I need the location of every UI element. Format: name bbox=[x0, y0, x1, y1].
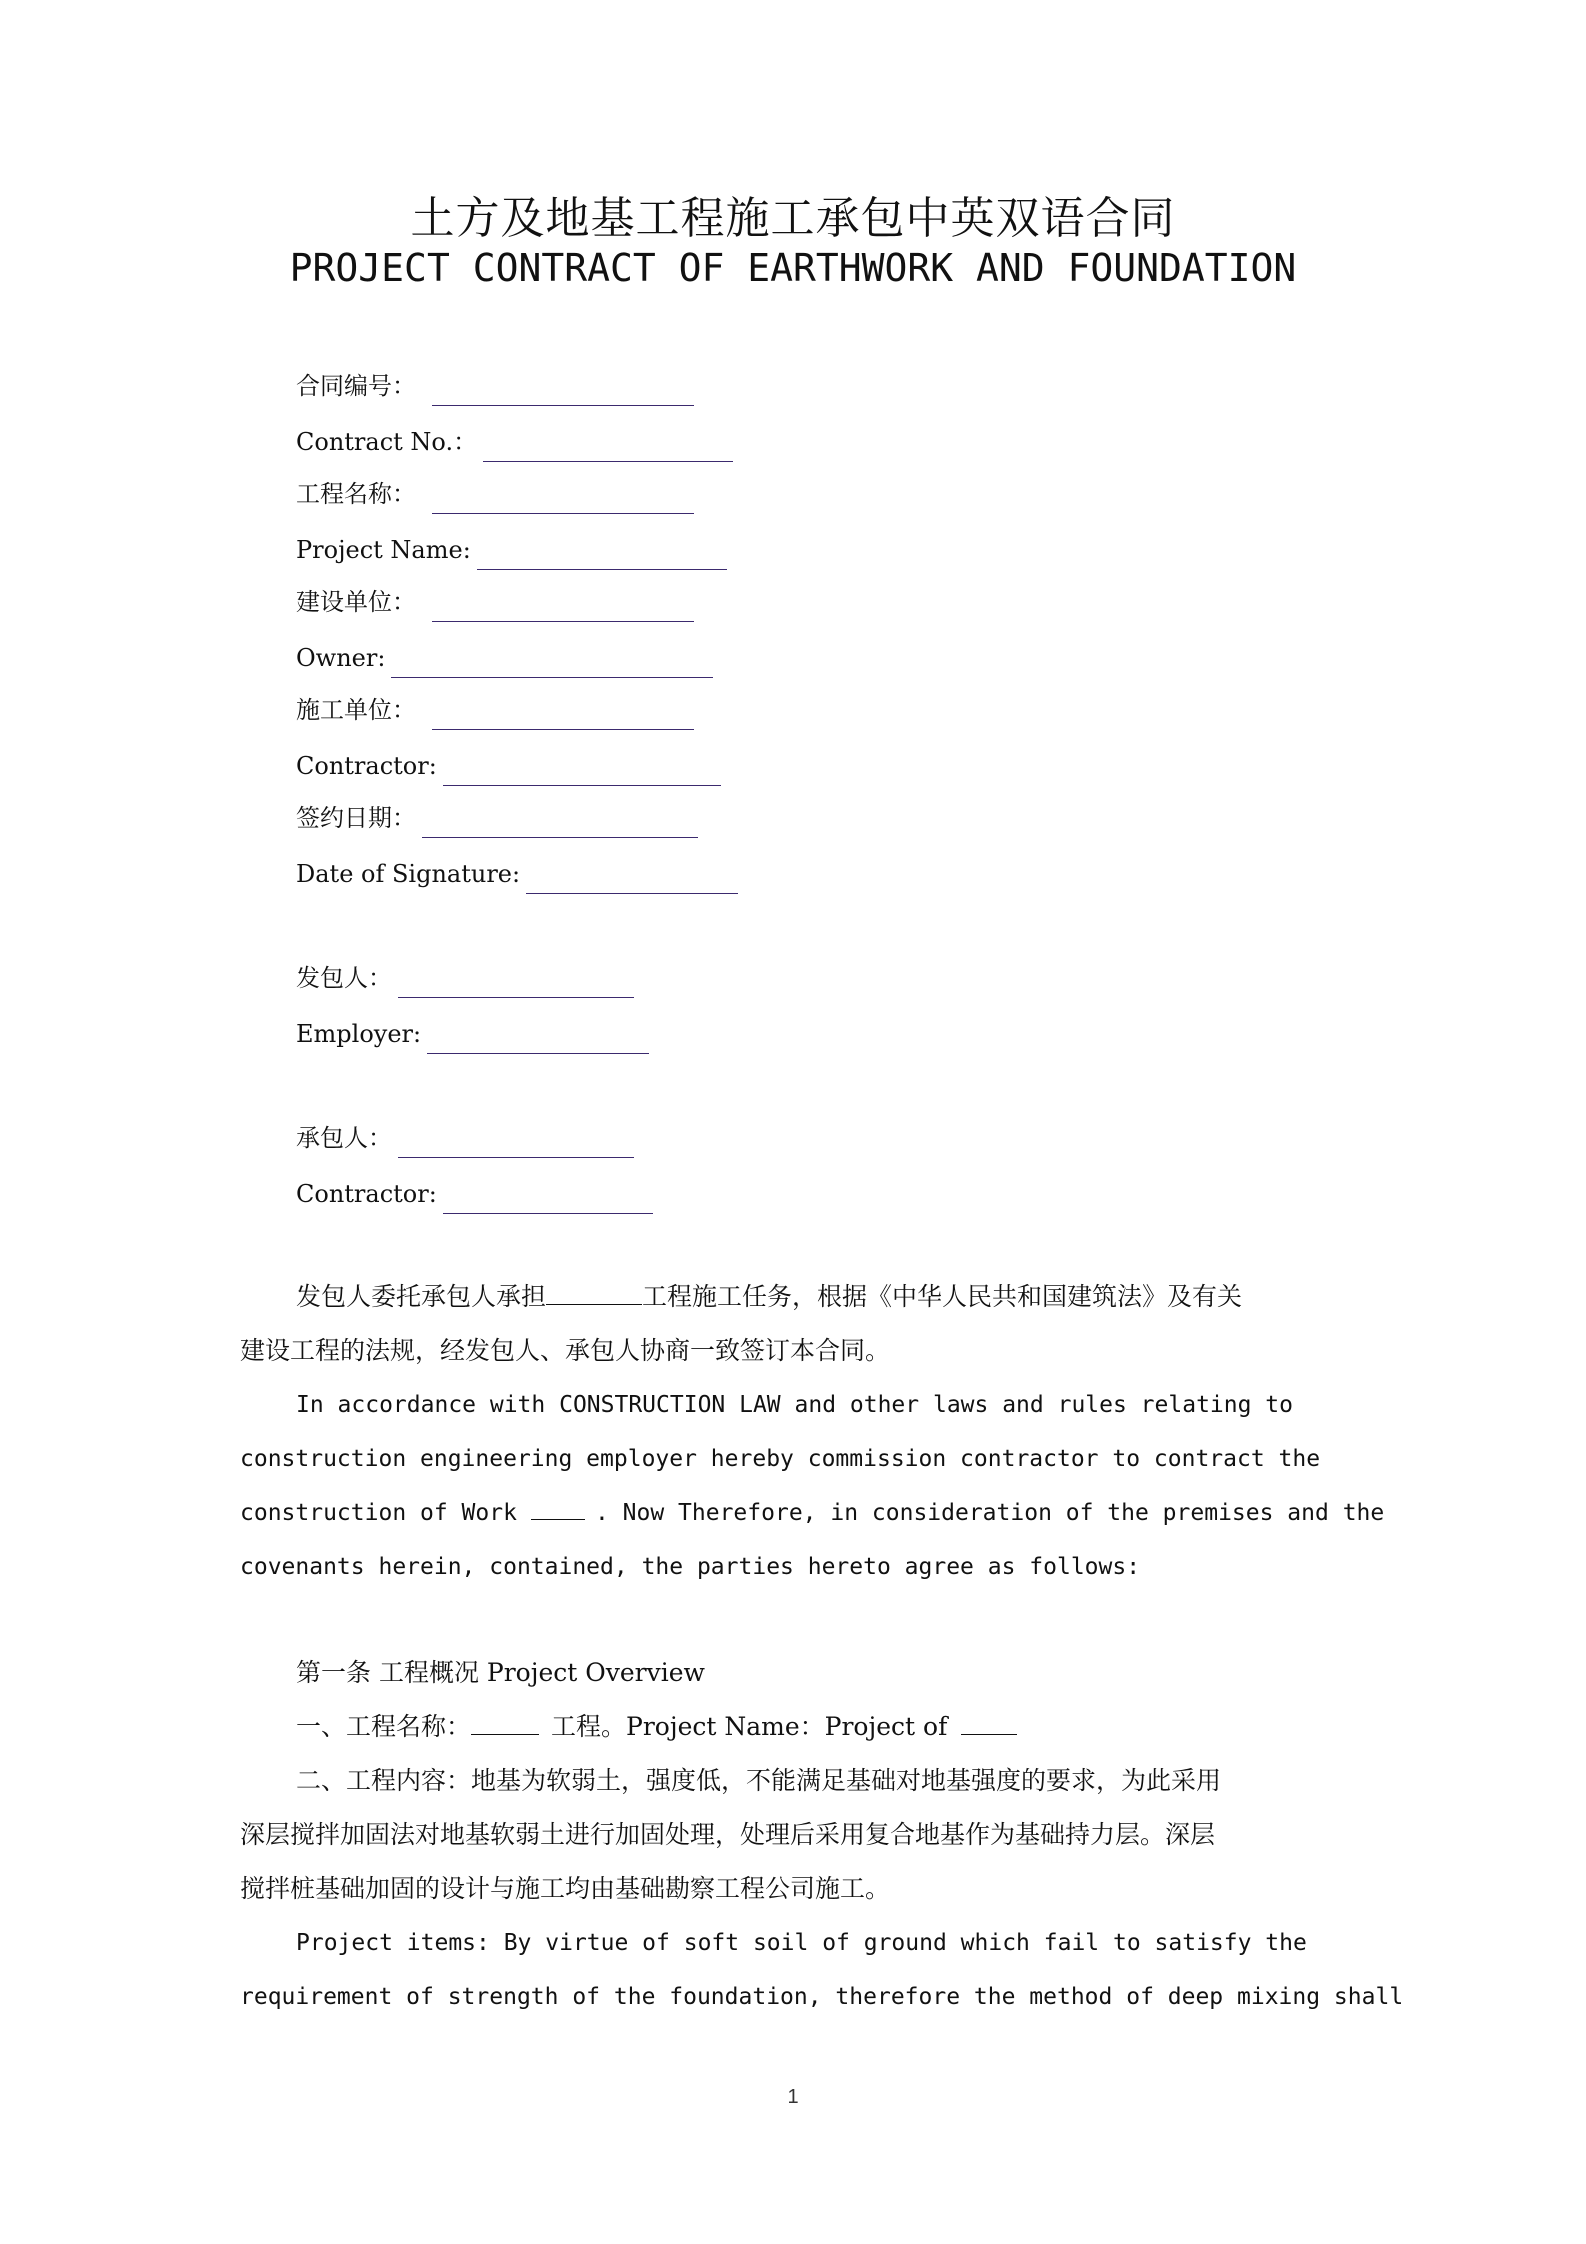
project-name-en-row bbox=[296, 530, 727, 570]
project-name-zh-row bbox=[296, 474, 694, 514]
article1-project-of-blank[interactable] bbox=[961, 1712, 1017, 1735]
owner-en-blank[interactable] bbox=[391, 647, 713, 678]
sign-date-en-row bbox=[296, 854, 738, 894]
intro-work-blank[interactable] bbox=[546, 1282, 642, 1305]
contract-no-en-row bbox=[296, 422, 733, 462]
contract-no-en-blank[interactable] bbox=[483, 431, 733, 462]
contractor-en-row bbox=[296, 1174, 653, 1214]
article1-item1b: 工程。Project Name：Project of bbox=[551, 1712, 948, 1741]
contractor-unit-zh-row bbox=[296, 690, 694, 730]
intro-en-line-3b: . Now Therefore, in consideration of the premises and the bbox=[594, 1500, 1385, 1526]
contractor-unit-zh-blank[interactable] bbox=[432, 699, 694, 730]
contractor-en-label: Contractor: bbox=[296, 1180, 437, 1208]
project-name-zh-label: 工程名称： bbox=[296, 480, 416, 508]
contractor-en-blank[interactable] bbox=[443, 1183, 653, 1214]
project-name-en-blank[interactable] bbox=[477, 539, 727, 570]
intro-en-line-3 bbox=[240, 1486, 1384, 1540]
owner-en-row bbox=[296, 638, 713, 678]
intro-zh-line-1 bbox=[296, 1270, 1242, 1324]
article1-item1 bbox=[296, 1700, 1017, 1754]
article1-item2-line2: 深层搅拌加固法对地基软弱土进行加固处理，处理后采用复合地基作为基础持力层。深层 bbox=[240, 1820, 1216, 1849]
intro-zh-line-1b: 工程施工任务，根据《中华人民共和国建筑法》及有关 bbox=[642, 1282, 1243, 1311]
contractor-zh-label: 承包人： bbox=[296, 1124, 392, 1152]
intro-zh-line-1a: 发包人委托承包人承担 bbox=[296, 1282, 547, 1311]
contractor-unit-en-blank[interactable] bbox=[443, 755, 721, 786]
title-english: PROJECT CONTRACT OF EARTHWORK AND FOUNDATION bbox=[289, 246, 1297, 290]
contractor-zh-row bbox=[296, 1118, 634, 1158]
sign-date-en-label: Date of Signature: bbox=[296, 860, 521, 888]
intro-zh-line-2: 建设工程的法规，经发包人、承包人协商一致签订本合同。 bbox=[240, 1336, 891, 1365]
sign-date-zh-row bbox=[296, 798, 698, 838]
intro-en-line-4: covenants herein, contained, the parties hereto agree as follows: bbox=[240, 1554, 1141, 1580]
sign-date-zh-blank[interactable] bbox=[422, 807, 698, 838]
employer-zh-label: 发包人： bbox=[296, 964, 392, 992]
contractor-zh-blank[interactable] bbox=[398, 1127, 634, 1158]
article1-item1a: 一、工程名称： bbox=[296, 1712, 472, 1741]
project-name-en-label: Project Name: bbox=[296, 536, 471, 564]
sign-date-en-blank[interactable] bbox=[526, 863, 738, 894]
owner-zh-label: 建设单位： bbox=[296, 588, 416, 616]
employer-zh-blank[interactable] bbox=[398, 967, 634, 998]
intro-en-line-2: construction engineering employer hereby commission contractor to contract the bbox=[240, 1446, 1321, 1472]
sign-date-zh-label: 签约日期： bbox=[296, 804, 416, 832]
intro-en-line-1: In accordance with CONSTRUCTION LAW and other laws and rules relating to bbox=[296, 1392, 1293, 1418]
owner-zh-row bbox=[296, 582, 694, 622]
intro-en-line-3a: construction of Work bbox=[240, 1500, 517, 1526]
contract-no-en-label: Contract No.： bbox=[296, 428, 478, 456]
employer-en-label: Employer: bbox=[296, 1020, 422, 1048]
contractor-unit-en-label: Contractor: bbox=[296, 752, 437, 780]
contract-no-zh-blank[interactable] bbox=[432, 375, 694, 406]
contract-no-zh-label: 合同编号： bbox=[296, 372, 416, 400]
contractor-unit-zh-label: 施工单位： bbox=[296, 696, 416, 724]
contract-no-zh-row bbox=[296, 366, 694, 406]
page-number: 1 bbox=[787, 2086, 799, 2108]
article1-en-line1: Project items: By virtue of soft soil of ground which fail to satisfy the bbox=[296, 1930, 1307, 1956]
intro-en-work-blank[interactable] bbox=[531, 1497, 585, 1520]
article1-project-name-blank[interactable] bbox=[471, 1712, 539, 1735]
employer-en-blank[interactable] bbox=[427, 1023, 649, 1054]
owner-zh-blank[interactable] bbox=[432, 591, 694, 622]
article1-item2-line3: 搅拌桩基础加固的设计与施工均由基础勘察工程公司施工。 bbox=[240, 1874, 891, 1903]
article1-en-line2: requirement of strength of the foundation, therefore the method of deep mixing shall bbox=[240, 1984, 1404, 2010]
title-chinese: 土方及地基工程施工承包中英双语合同 bbox=[410, 193, 1176, 244]
article1-item2-line1: 二、工程内容：地基为软弱土，强度低，不能满足基础对地基强度的要求，为此采用 bbox=[296, 1766, 1222, 1795]
employer-zh-row bbox=[296, 958, 634, 998]
employer-en-row bbox=[296, 1014, 649, 1054]
contractor-unit-en-row bbox=[296, 746, 721, 786]
owner-en-label: Owner: bbox=[296, 644, 386, 672]
project-name-zh-blank[interactable] bbox=[432, 483, 694, 514]
article1-heading: 第一条 工程概况 Project Overview bbox=[296, 1658, 705, 1687]
